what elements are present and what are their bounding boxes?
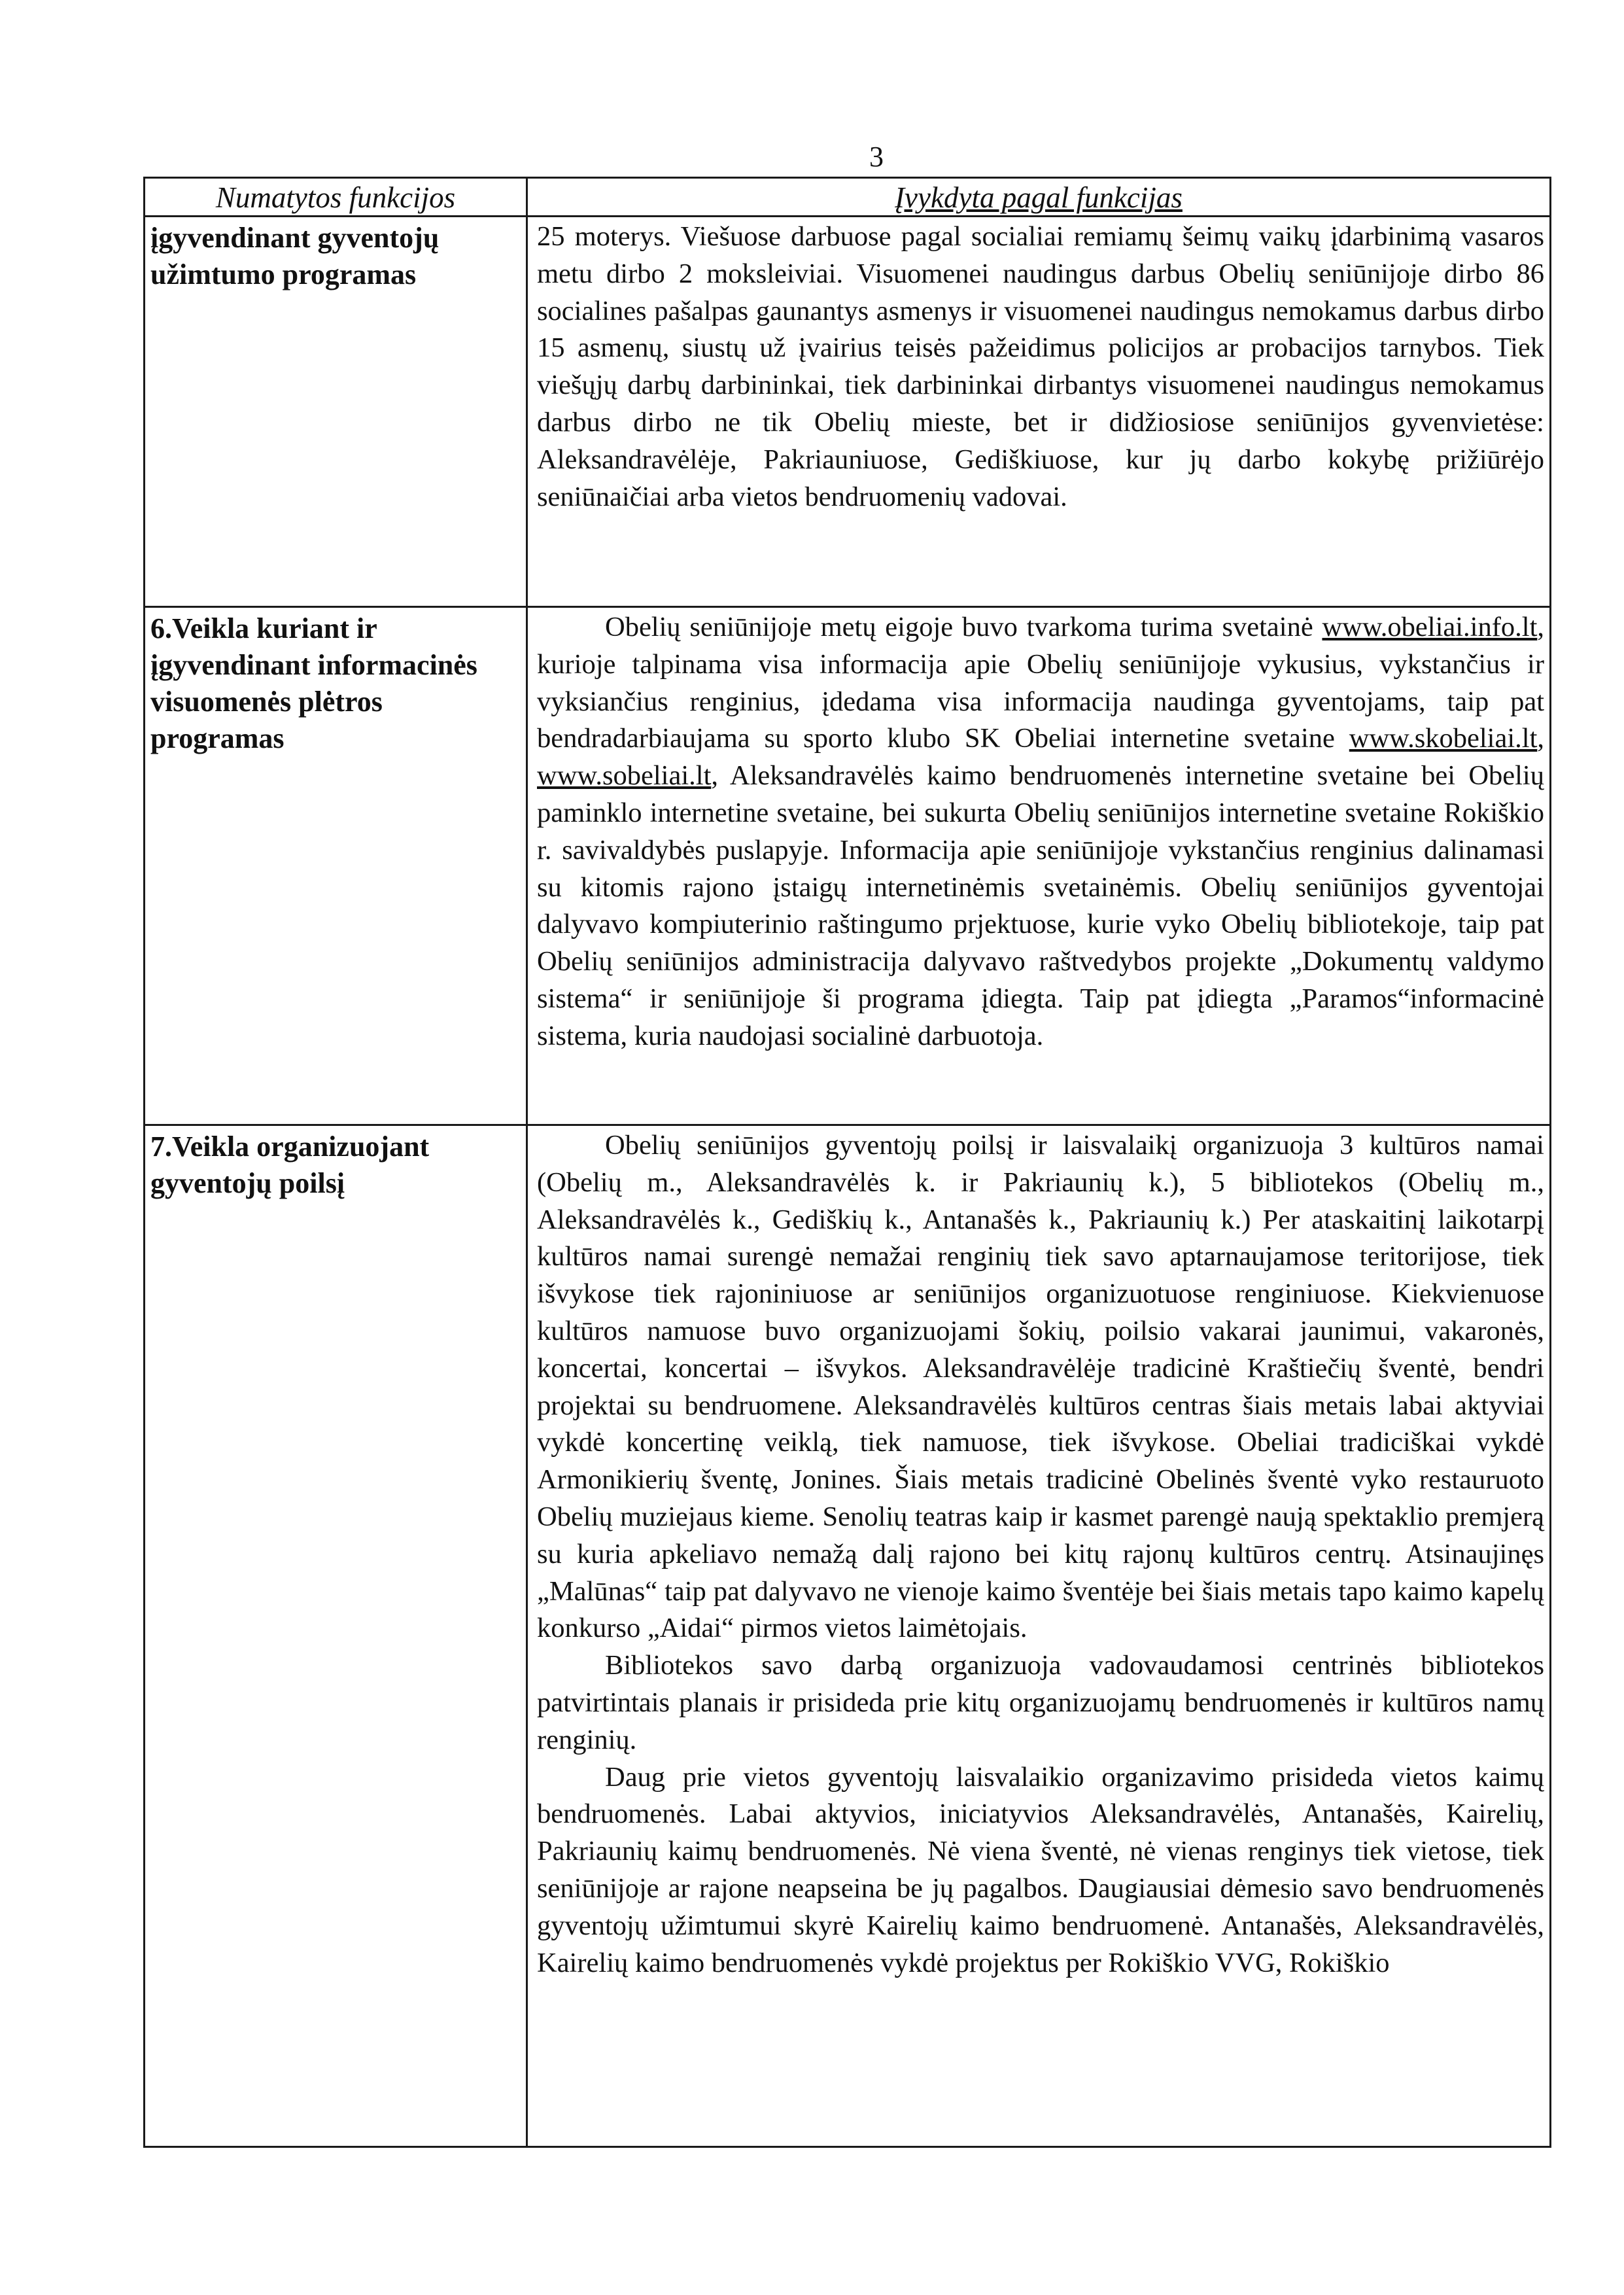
- paragraph-text: , Aleksandravėlės kaimo bendruomenės internetine svetaine bei Obelių paminklo internetine svetaine, bei sukurta Obelių seniūnijos internetine svetaine Rokiškio r. savivaldybės puslapyje. Informacija apie seniūnijoje vykstančius renginius dalinamasi su kitomis rajono įstaigų internetinėmis svetainėmis. Obelių seniūnijos gyventojai dalyvavo kompiuterinio raštingumo prjektuose, kurie vyko Obelių bibliotekoje, taip pat Obelių seniūnijos administracija dalyvavo raštvedybos projekte „Dokumentų valdymo sistema“ ir seniūnijoje ši programa įdiegta. Taip pat įdiegta „Paramos“informacinė sistema, kuria naudojasi socialinė darbuotoja.: [537, 760, 1544, 1051]
- table-row: [145, 607, 1551, 1125]
- performed-cell: [527, 217, 1551, 607]
- functions-table: [143, 177, 1551, 2148]
- obeliai-website-link[interactable]: www.obeliai.info.lt: [1322, 612, 1538, 642]
- paragraph-text: , kurioje talpinama visa informacija apie Obelių seniūnijoje vykusius, vykstančius ir vyksiančius renginius, įdedama visa informacija naudinga gyventojams, taip pat bendradarbiaujama su sporto klubo SK Obeliai internetine svetaine: [537, 612, 1544, 754]
- function-cell: [145, 607, 527, 1125]
- performed-paragraph: Bibliotekos savo darbą organizuoja vadovaudamosi centrinės bibliotekos patvirtintais planais ir prisideda prie kitų organizuojamų bendruomenės ir kultūros namų renginių.: [537, 1650, 1544, 1755]
- table-row: [145, 1125, 1551, 2147]
- sobeliai-website-link[interactable]: www.sobeliai.lt: [537, 760, 712, 792]
- function-label: 6.Veikla kuriant ir įgyvendinant informacinės visuomenės plėtros programas: [150, 612, 477, 754]
- header-performed-functions: [527, 178, 1551, 217]
- function-label: įgyvendinant gyventojų užimtumo programas: [150, 222, 440, 290]
- performed-paragraph: Daug prie vietos gyventojų laisvalaikio organizavimo prisideda vietos kaimų bendruomenės. Labai aktyvios, iniciatyvios Aleksandravėlės, Antanašės, Kairelių, Pakriaunių kaimų bendruomenės. Nė viena šventė, nė vienas renginys tiek vietose, tiek seniūnijoje ar rajone neapseina be jų pagalbos. Daugiausiai dėmesio savo bendruomenės gyventojų užimtumui skyrė Kairelių kaimo bendruomenė. Antanašės, Aleksandravėlės, Kairelių kaimo bendruomenės vykdė projektus per Rokiškio VVG, Rokiškio: [537, 1761, 1544, 1978]
- performed-paragraph: 25 moterys. Viešuose darbuose pagal socialiai remiamų šeimų vaikų įdarbinimą vasaros metu dirbo 2 moksleiviai. Visuomenei naudingus darbus Obelių seniūnijoje dirbo 86 socialines pašalpas gaunantys asmenys ir visuomenei naudingus nemokamus darbus dirbo 15 asmenų, siustų už įvairius teisės pažeidimus policijos ar probacijos tarnybos. Tiek viešųjų darbų darbininkai, tiek darbininkai dirbantys visuomenei naudingus nemokamus darbus dirbo ne tik Obelių mieste, bet ir didžiosiose seniūnijos gyvenvietėse: Aleksandravėlėje, Pakriauniuose, Gediškiuose, kur jų darbo kokybę prižiūrėjo seniūnaičiai arba vietos bendruomenių vadovai.: [537, 221, 1544, 512]
- performed-paragraph: [537, 609, 1544, 1055]
- skobeliai-website-link[interactable]: www.skobeliai.lt: [1349, 723, 1538, 754]
- table-header-row: [145, 178, 1551, 217]
- performed-paragraph: Obelių seniūnijos gyventojų poilsį ir laisvalaikį organizuoja 3 kultūros namai (Obelių m., Aleksandravėlės k. ir Pakriaunių k.), 5 bibliotekos (Obelių m., Aleksandravėlės k., Gediškių k., Antanašės k., Pakriaunių k.) Per ataskaitinį laikotarpį kultūros namai surengė nemažai renginių tiek savo aptarnaujamose teritorijose, tiek išvykose tiek rajoniniuose ar seniūnijos organizuotuose renginiuose. Kiekvienuose kultūros namuose buvo organizuojami šokių, poilsio vakarai jaunimui, vakaronės, koncertai, koncertai – išvykos. Aleksandravėlėje tradicinė Kraštiečių šventė, bendri projektai su bendruomene. Aleksandravėlės kultūros centras šiais metais labai aktyviai vykdė koncertinę veiklą, tiek namuose, tiek išvykose. Obeliai tradiciškai vykdė Armonikierių šventę, Jonines. Šiais metais tradicinė Obelinės šventė vyko restauruoto Obelių muziejaus kieme. Senolių teatras kaip ir kasmet parengė naują spektaklio premjerą su kuria apkeliavo nemažą dalį rajono bei kitų rajonų kultūros centrų. Atsinaujinęs „Malūnas“ taip pat dalyvavo ne vienoje kaimo šventėje bei šiais metais tapo kaimo kapelų konkurso „Aidai“ pirmos vietos laimėtojais.: [537, 1130, 1544, 1644]
- page-number: 3: [869, 141, 884, 173]
- function-label: 7.Veikla organizuojant gyventojų poilsį: [150, 1130, 430, 1199]
- function-cell: [145, 217, 527, 607]
- header-performed-functions-label: Įvykdyta pagal funkcijas: [895, 181, 1183, 214]
- header-planned-functions: [145, 178, 527, 217]
- table-row: [145, 217, 1551, 607]
- header-planned-functions-label: Numatytos funkcijos: [215, 181, 456, 214]
- paragraph-text: ,: [1537, 723, 1544, 754]
- function-cell: [145, 1125, 527, 2147]
- performed-cell: [527, 1125, 1551, 2147]
- performed-cell: [527, 607, 1551, 1125]
- paragraph-text: Obelių seniūnijoje metų eigoje buvo tvarkoma turima svetainė: [605, 612, 1322, 642]
